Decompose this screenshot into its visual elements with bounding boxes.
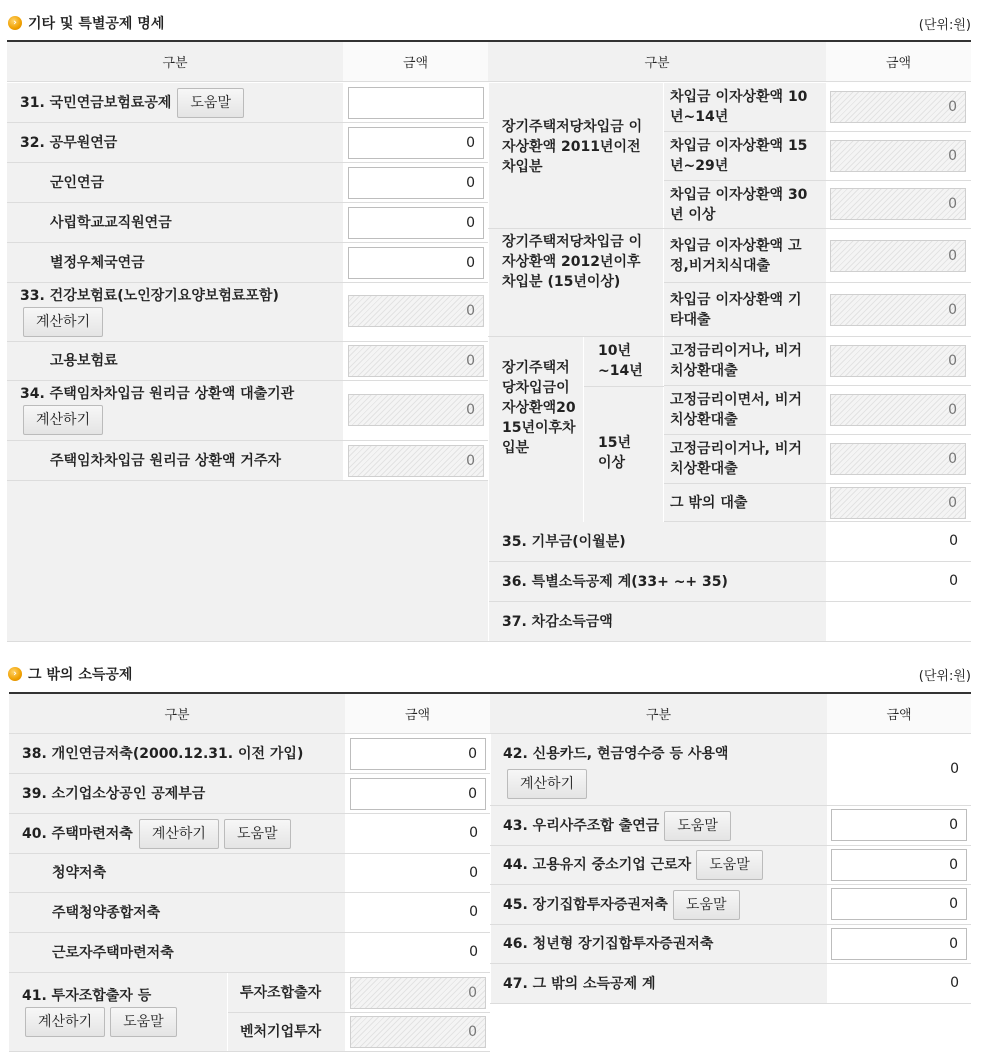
- group-2012-label: 장기주택저당차입금 이자상환액 2012년이후 차입분 (15년이상): [502, 234, 643, 290]
- label-2012-2: 차입금 이자상환액 기타대출: [670, 291, 802, 328]
- help-button[interactable]: 도움말: [664, 811, 731, 841]
- label-38: 38. 개인연금저축(2000.12.31. 이전 가입): [22, 745, 304, 762]
- input-43[interactable]: 0: [831, 809, 967, 841]
- input-2015-2: 0: [830, 394, 966, 426]
- value-42: 0: [950, 761, 959, 777]
- header-amount: 금액: [343, 42, 488, 82]
- help-button[interactable]: 도움말: [224, 819, 291, 849]
- section1-title: 기타 및 특별공제 명세: [28, 16, 165, 32]
- label-34: 34. 주택임차차입금 원리금 상환액 대출기관: [20, 386, 295, 402]
- input-33a: 0: [348, 345, 484, 377]
- label-2012-1: 차입금 이자상환액 고정,비거치식대출: [670, 237, 802, 274]
- value-35: 0: [949, 533, 958, 549]
- input-32b[interactable]: 0: [348, 207, 484, 239]
- section2-header: [7, 664, 971, 684]
- help-button[interactable]: 도움말: [673, 890, 740, 920]
- input-2012-2: 0: [830, 294, 966, 326]
- input-45[interactable]: 0: [831, 888, 967, 920]
- label-32b: 사립학교교직원연금: [50, 214, 172, 231]
- input-33: 0: [348, 295, 484, 327]
- label-36: 36. 특별소득공제 계(33+ ~+ 35): [502, 573, 728, 590]
- input-2015-3: 0: [830, 443, 966, 475]
- input-41b: 0: [350, 1016, 486, 1048]
- label-2015-1: 고정금리이거나, 비거치상환대출: [670, 343, 802, 379]
- input-38[interactable]: 0: [350, 738, 486, 770]
- input-2011-3: 0: [830, 188, 966, 220]
- group-2015-sub1: 10년~14년: [598, 343, 643, 379]
- label-41: 41. 투자조합출자 등: [22, 988, 152, 1004]
- label-2015-4: 그 밖의 대출: [670, 494, 748, 511]
- label-41b: 벤처기업투자: [240, 1024, 322, 1040]
- label-2011-1: 차입금 이자상환액 10년~14년: [670, 89, 808, 125]
- label-47: 47. 그 밖의 소득공제 계: [503, 975, 656, 992]
- label-35: 35. 기부금(이월분): [502, 533, 626, 550]
- label-46: 46. 청년형 장기집합투자증권저축: [503, 936, 714, 952]
- label-2015-3: 고정금리이거나, 비거치상환대출: [670, 441, 802, 477]
- label-42: 42. 신용카드, 현금영수증 등 사용액: [503, 746, 729, 762]
- row-37: [489, 602, 971, 642]
- label-2015-2: 고정금리이면서, 비거치상환대출: [670, 392, 802, 428]
- value-36: 0: [949, 573, 958, 589]
- value-47: 0: [950, 975, 959, 991]
- label-31: 31. 국민연금보험료공제: [20, 94, 172, 111]
- calc-button[interactable]: 계산하기: [507, 769, 587, 799]
- calc-button[interactable]: 계산하기: [23, 307, 103, 337]
- section2-title: 그 밖의 소득공제: [28, 667, 133, 683]
- label-41a: 투자조합출자: [240, 984, 322, 1001]
- label-39: 39. 소기업소상공인 공제부금: [22, 785, 206, 802]
- bullet-icon: ›: [8, 667, 22, 681]
- value-40c: 0: [469, 944, 478, 960]
- header-category: 구분: [7, 42, 343, 82]
- label-33: 33. 건강보험료(노인장기요양보험료포함): [20, 288, 279, 304]
- label-40c: 근로자주택마련저축: [52, 944, 174, 961]
- label-40b: 주택청약종합저축: [52, 904, 161, 921]
- value-40a: 0: [469, 865, 478, 881]
- label-40: 40. 주택마련저축: [22, 825, 133, 842]
- header-amount: 금액: [345, 694, 490, 734]
- header-amount: 금액: [826, 42, 971, 82]
- input-46[interactable]: 0: [831, 928, 967, 960]
- input-2011-1: 0: [830, 91, 966, 123]
- label-34a: 주택임차차입금 원리금 상환액 거주자: [50, 452, 282, 469]
- input-2015-4: 0: [830, 487, 966, 519]
- group-2011-label: 장기주택저당차입금 이자상환액 2011년이전 차입분: [502, 119, 643, 175]
- help-button[interactable]: 도움말: [110, 1007, 177, 1037]
- label-2011-2: 차입금 이자상환액 15년~29년: [670, 138, 808, 174]
- calc-button[interactable]: 계산하기: [23, 405, 103, 435]
- group-2015-label: 장기주택저당차입금이자상환액2015년이후차입분: [502, 360, 576, 456]
- label-32: 32. 공무원연금: [20, 134, 118, 151]
- label-33a: 고용보험료: [50, 353, 118, 369]
- input-32a[interactable]: 0: [348, 167, 484, 199]
- group-2015-sub2: 15년 이상: [598, 435, 632, 471]
- label-32a: 군인연금: [50, 174, 105, 191]
- section2-unit: (단위:원): [918, 668, 971, 684]
- input-32c[interactable]: 0: [348, 247, 484, 279]
- section1-unit: (단위:원): [918, 17, 971, 33]
- input-34a: 0: [348, 445, 484, 477]
- header-amount: 금액: [827, 694, 971, 734]
- section1-header: [7, 13, 971, 33]
- input-2012-1: 0: [830, 240, 966, 272]
- header-category: 구분: [488, 42, 826, 82]
- input-2015-1: 0: [830, 345, 966, 377]
- input-39[interactable]: 0: [350, 778, 486, 810]
- input-31[interactable]: [348, 87, 484, 119]
- input-34: 0: [348, 394, 484, 426]
- label-40a: 청약저축: [52, 865, 107, 881]
- label-32c: 별정우체국연금: [50, 254, 145, 271]
- bullet-icon: ›: [8, 16, 22, 30]
- input-41a: 0: [350, 977, 486, 1009]
- label-45: 45. 장기집합투자증권저축: [503, 896, 668, 913]
- value-40: 0: [469, 825, 478, 841]
- help-button[interactable]: 도움말: [177, 88, 244, 118]
- value-40b: 0: [469, 904, 478, 920]
- label-37: 37. 차감소득금액: [502, 613, 613, 630]
- help-button[interactable]: 도움말: [696, 850, 763, 880]
- calc-button[interactable]: 계산하기: [139, 819, 219, 849]
- calc-button[interactable]: 계산하기: [25, 1007, 105, 1037]
- label-2011-3: 차입금 이자상환액 30년 이상: [670, 186, 808, 223]
- input-2011-2: 0: [830, 140, 966, 172]
- header-category: 구분: [9, 694, 345, 734]
- header-category: 구분: [490, 694, 827, 734]
- label-43: 43. 우리사주조합 출연금: [503, 817, 660, 834]
- input-44[interactable]: 0: [831, 849, 967, 881]
- input-32[interactable]: 0: [348, 127, 484, 159]
- label-44: 44. 고용유지 중소기업 근로자: [503, 857, 692, 873]
